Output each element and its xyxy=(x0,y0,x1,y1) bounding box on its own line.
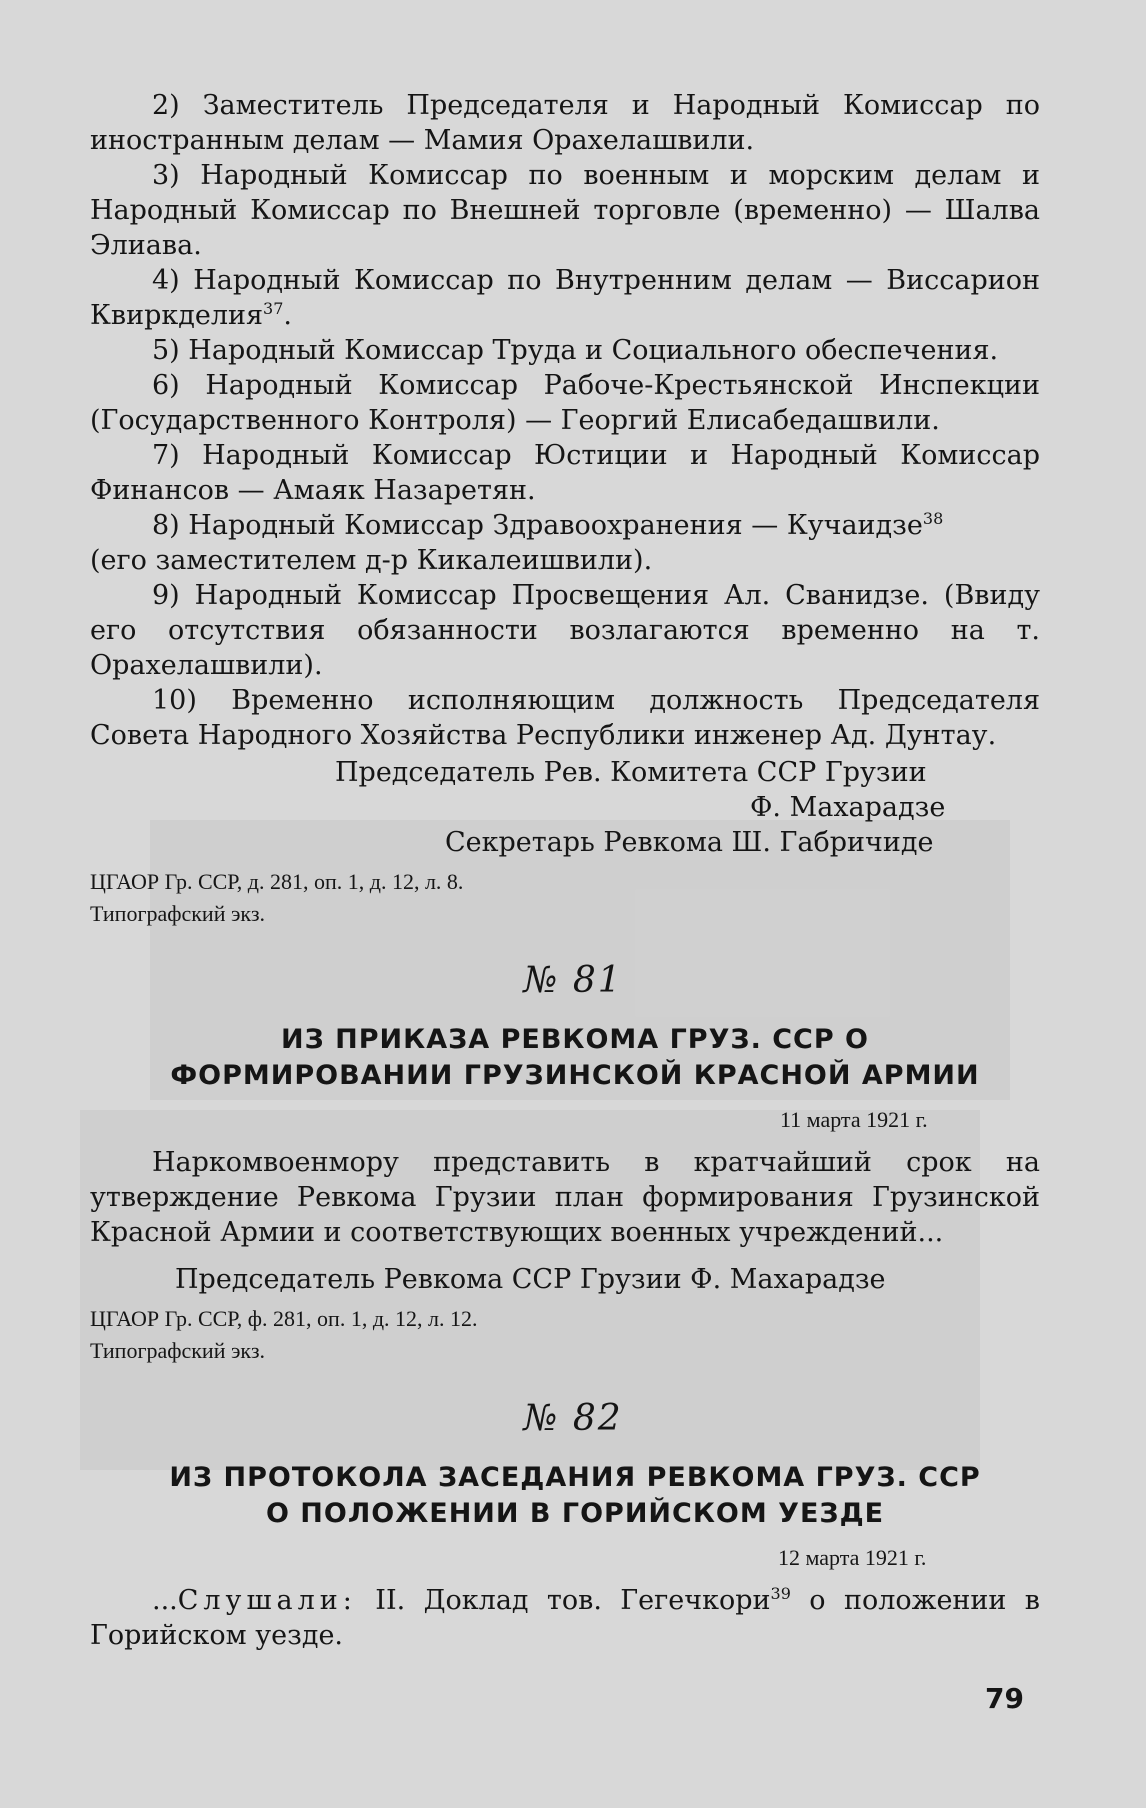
document-title xyxy=(60,1022,1090,1094)
appointment-text: 8) Народный Комиссар Здравоохранения — Кучаидзе xyxy=(152,510,923,541)
appointment-item: 2) Заместитель Председателя и Народный Комиссар по иностранным делам — Мамия Орахелашвили. xyxy=(90,90,1040,156)
document-date: 12 марта 1921 г. xyxy=(778,1545,927,1570)
body-text: II. Доклад тов. Гегечкори xyxy=(356,1585,771,1616)
signature-chairman-title: Председатель Рев. Комитета ССР Грузии xyxy=(335,757,927,788)
document-title xyxy=(60,1460,1090,1532)
document-title-line: ИЗ ПРОТОКОЛА ЗАСЕДАНИЯ РЕВКОМА ГРУЗ. ССР xyxy=(169,1462,981,1493)
appointment-item: 7) Народный Комиссар Юстиции и Народный Комиссар Финансов — Амаяк Назаретян. xyxy=(90,440,1040,506)
footnote-ref: 37 xyxy=(263,299,284,318)
appointment-item xyxy=(90,508,1040,543)
body-text: о положении в Горийском уезде. xyxy=(90,1585,1040,1651)
appointment-item-continuation: (его заместителем д-р Кикалеишвили). xyxy=(90,545,653,576)
signature-chairman-name: Ф. Махарадзе xyxy=(750,792,946,823)
document-date: 11 марта 1921 г. xyxy=(780,1107,928,1132)
appointment-item: 5) Народный Комиссар Труда и Социального обеспечения. xyxy=(152,335,999,366)
appointment-item: 4) Народный Комиссар по Внутренним делам — Виссарион Квиркделия$^{37}$. xyxy=(90,265,1040,331)
ellipsis: ... xyxy=(152,1585,178,1616)
footnote-ref: 39 xyxy=(770,1584,791,1603)
signature-secretary: Секретарь Ревкома Ш. Габричиде xyxy=(445,827,934,858)
appointment-item: 10) Временно исполняющим должность Председателя Совета Народного Хозяйства Республики инженер Ад. Дунтау. xyxy=(90,685,1040,751)
document-title-line: ФОРМИРОВАНИИ ГРУЗИНСКОЙ КРАСНОЙ АРМИИ xyxy=(170,1060,980,1091)
document-body: Наркомвоенмору представить в кратчайший срок на утверждение Ревкома Грузии план формирования Грузинской Красной Армии и соответствующих военных учреждений... xyxy=(90,1147,1040,1248)
archive-reference: ЦГАОР Гр. ССР, д. 281, оп. 1, д. 12, л. 8. xyxy=(90,869,464,894)
footnote-ref: 38 xyxy=(922,509,944,528)
document-number: № 82 xyxy=(523,1398,623,1439)
appointment-text: 4) Народный Комиссар по Внутренним делам — Виссарион Квиркделия xyxy=(90,265,1040,331)
appointment-item: 6) Народный Комиссар Рабоче-Крестьянской Инспекции (Государственного Контроля) — Георгий Елисабедашвили. xyxy=(90,370,1040,436)
copy-type: Типографский экз. xyxy=(90,1338,266,1363)
copy-type: Типографский экз. xyxy=(90,901,266,926)
appointment-item: 3) Народный Комиссар по военным и морским делам и Народный Комиссар по Внешней торговле (временно) — Шалва Элиава. xyxy=(90,160,1040,261)
document-title-line: ИЗ ПРИКАЗА РЕВКОМА ГРУЗ. ССР О xyxy=(280,1024,870,1055)
document-body xyxy=(90,1583,1040,1653)
heard-label: Слушали: xyxy=(177,1585,357,1616)
document-title-line: О ПОЛОЖЕНИИ В ГОРИЙСКОМ УЕЗДЕ xyxy=(265,1498,885,1529)
appointments-list xyxy=(90,88,1040,753)
appointment-item: 9) Народный Комиссар Просвещения Ал. Сванидзе. (Ввиду его отсутствия обязанности возлагаются временно на т. Орахелашвили). xyxy=(90,580,1040,681)
page-number: 79 xyxy=(985,1682,1024,1715)
document-number: № 81 xyxy=(523,960,623,1001)
signature: Председатель Ревкома ССР Грузии Ф. Махарадзе xyxy=(175,1264,886,1295)
archive-reference: ЦГАОР Гр. ССР, ф. 281, оп. 1, д. 12, л. 12. xyxy=(90,1306,478,1331)
